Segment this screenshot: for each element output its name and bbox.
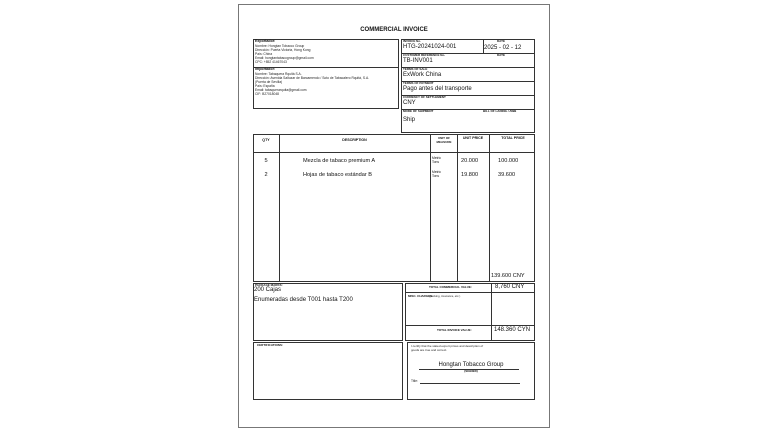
package-marks-line: Enumeradas desde T001 hasta T200 bbox=[254, 297, 353, 303]
exporter-line: Email: hongtantabacogroup@gmail.com bbox=[255, 56, 314, 60]
package-marks-line: 200 Cajas bbox=[254, 287, 282, 293]
importer-line: Dirección: Avenida Saltuzar de Barcamendo / Soto de Tabacalero Rquitá, S.A. bbox=[255, 76, 370, 80]
importer-line: Nombre: Tabaquera Rquitá S.A. bbox=[255, 72, 302, 76]
table-header-line bbox=[253, 152, 535, 153]
total-commercial-label: TOTAL COMMERCIAL VALUE: bbox=[429, 285, 472, 289]
certifications-label: CERTIFICATIONS: bbox=[257, 343, 283, 347]
signer-name: Hongtan Tobacco Group bbox=[438, 362, 504, 368]
totals-divider bbox=[405, 325, 535, 326]
row-description: Mezcla de tabaco premium A bbox=[303, 158, 376, 164]
unit-measure-header: UNIT OF MEASURE bbox=[436, 136, 452, 144]
invoice-title: COMMERCIAL INVOICE bbox=[360, 27, 428, 33]
total-invoice-value: 148.360 CYN bbox=[494, 327, 531, 333]
mode-of-shipment-value: Ship bbox=[403, 117, 416, 123]
package-marks-label: PACKAGE MARKS: bbox=[255, 283, 283, 287]
importer-line: Email: tabaquerarquita@gmail.com bbox=[255, 88, 307, 92]
terms-of-payment-label: TERMS OF PAYMENT bbox=[403, 81, 434, 85]
customer-date-label: DATE bbox=[497, 53, 505, 57]
table-col-line bbox=[279, 134, 280, 282]
importer-label: Importador: bbox=[255, 67, 276, 71]
currency-value: CNY bbox=[403, 100, 416, 106]
subtotal-value: 139.600 CNY bbox=[491, 273, 525, 279]
currency-label: CURRENCY OF SETTLEMENT bbox=[403, 95, 446, 99]
exporter-line: Dirección: Puerta Victoria, Hong Kong bbox=[255, 48, 311, 52]
exporter-label: Exportador: bbox=[255, 39, 276, 43]
misc-charges-sub: (packing, insurance, etc.) bbox=[429, 294, 461, 298]
items-table bbox=[253, 134, 535, 282]
row-unit: Metric Tons bbox=[432, 170, 441, 178]
total-invoice-label: TOTAL INVOICE VALUE: bbox=[437, 328, 472, 332]
misc-charges-label: MISC. CHARGES bbox=[408, 294, 433, 298]
totals-divider bbox=[405, 292, 535, 293]
customer-ref-value: TB-INV001 bbox=[403, 58, 433, 64]
total-price-header: TOTAL PRICE bbox=[501, 136, 525, 140]
exporter-line: Nombre: Hongtan Tobacco Group bbox=[255, 44, 305, 48]
certify-text: I certify that the stated export prices and description of bbox=[411, 344, 484, 348]
table-col-line bbox=[430, 134, 431, 282]
unit-price-header: UNIT PRICE bbox=[462, 136, 484, 140]
row-qty: 2 bbox=[264, 172, 268, 178]
title-line bbox=[420, 383, 520, 384]
row-unit-price: 19.800 bbox=[461, 172, 479, 178]
invoice-no-label: INVOICE No. bbox=[403, 39, 422, 43]
terms-of-sale-label: TERMS OF SALE bbox=[403, 67, 428, 71]
customer-ref-label: CUSTOMER REFERENCE No. bbox=[403, 53, 446, 57]
exporter-line: CPC: +852 41467043 bbox=[255, 60, 287, 64]
mode-of-shipment-label: MODE OF SHIPMENT bbox=[403, 109, 434, 113]
row-total: 100.000 bbox=[498, 158, 519, 164]
title-label: Title: bbox=[411, 379, 419, 383]
invoice-page bbox=[238, 4, 550, 428]
terms-of-sale-value: ExWork China bbox=[403, 72, 442, 78]
certifications-box bbox=[253, 342, 403, 400]
signed-label: (SIGNED) bbox=[464, 369, 478, 373]
importer-line: CIF: B27018048 bbox=[255, 92, 280, 96]
row-description: Hojas de tabaco estándar B bbox=[303, 172, 373, 178]
qty-header: QTY bbox=[262, 138, 270, 142]
importer-line: País: España bbox=[255, 84, 275, 88]
description-header: DESCRIPTION bbox=[342, 138, 367, 142]
row-unit-price: 20.000 bbox=[461, 158, 479, 164]
date-label: DATE bbox=[497, 39, 505, 43]
date-value: 2025 - 02 - 12 bbox=[484, 45, 522, 51]
total-commercial-value: 8,760 CNY bbox=[495, 284, 525, 290]
row-unit: Metric Tons bbox=[432, 156, 441, 164]
table-col-line bbox=[489, 134, 490, 282]
certify-text: goods are true and correct. bbox=[411, 348, 448, 352]
invoice-no-value: HTG-20241024-001 bbox=[403, 44, 457, 50]
row-total: 39.600 bbox=[498, 172, 516, 178]
exporter-line: País: China bbox=[255, 52, 273, 56]
importer-line: (Puerta de Sevilla) bbox=[255, 80, 283, 84]
table-col-line bbox=[457, 134, 458, 282]
terms-of-payment-value: Pago antes del transporte bbox=[403, 86, 472, 92]
bill-of-lading-label: BILL OF LADING / AWB bbox=[483, 109, 517, 113]
row-qty: 5 bbox=[264, 158, 268, 164]
